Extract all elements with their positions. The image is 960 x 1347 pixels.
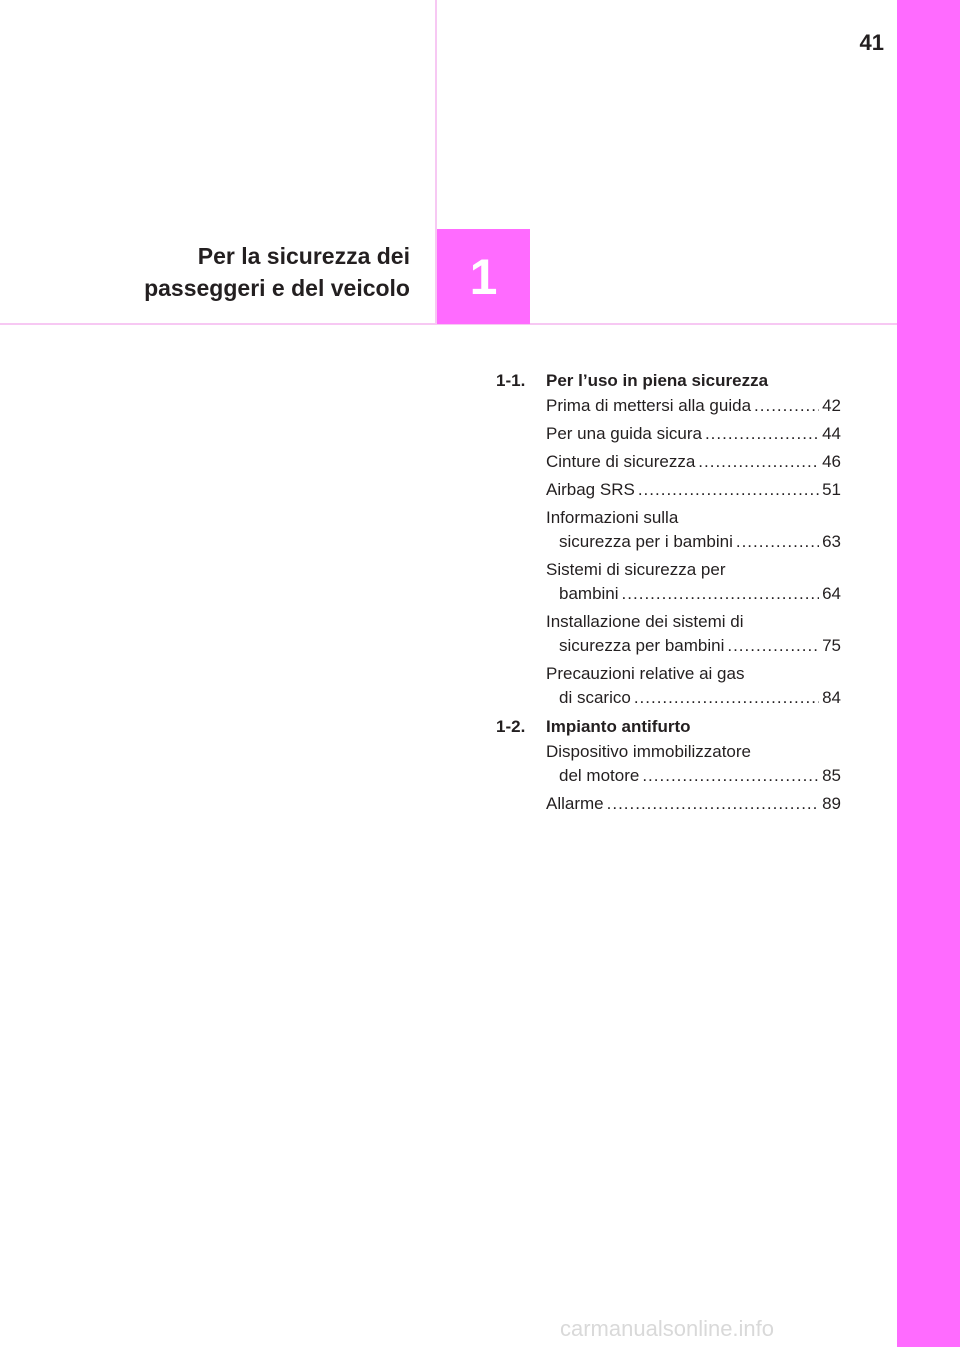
toc-entry-title-cont: sicurezza per bambini — [559, 636, 725, 655]
chapter-title — [60, 240, 410, 304]
chapter-title-line2: passeggeri e del veicolo — [144, 275, 410, 301]
toc-entry-title: Dispositivo immobilizzatore — [546, 742, 752, 761]
toc-entry[interactable] — [546, 740, 841, 788]
toc-entry-title: Sistemi di sicurezza per — [546, 560, 726, 579]
toc-section-number: 1-1. — [496, 371, 526, 390]
chapter-tab-sidebar — [897, 0, 960, 1347]
toc-section-title[interactable]: Impianto antifurto — [546, 717, 691, 736]
toc-entry[interactable] — [546, 662, 841, 710]
leader-dots — [607, 792, 819, 816]
leader-dots — [727, 634, 819, 658]
toc-entry-title: Prima di mettersi alla guida — [546, 396, 752, 415]
toc-entry[interactable] — [546, 394, 841, 418]
toc-entry-title: Precauzioni relative ai gas — [546, 664, 745, 683]
leader-dots — [622, 582, 820, 606]
toc-entry-page: 75 — [822, 636, 841, 655]
toc-entry-title: Airbag SRS — [546, 480, 635, 499]
toc-entry-page: 44 — [822, 424, 841, 443]
toc-entry[interactable] — [546, 506, 841, 554]
leader-dots — [634, 686, 819, 710]
toc-entry-page: 84 — [822, 688, 841, 707]
toc-entry-title: Per una guida sicura — [546, 424, 702, 443]
leader-dots — [754, 394, 819, 418]
toc-entry[interactable] — [546, 450, 841, 474]
toc-entry-title-cont: sicurezza per i bambini — [559, 532, 733, 551]
leader-dots — [638, 478, 819, 502]
toc-section — [496, 714, 841, 816]
toc-entry-page: 46 — [822, 452, 841, 471]
page-number: 41 — [859, 30, 884, 55]
toc-entry[interactable] — [546, 422, 841, 446]
toc-section-number: 1-2. — [496, 717, 526, 736]
toc-entry-page: 64 — [822, 584, 841, 603]
toc-entry-page: 63 — [822, 532, 841, 551]
leader-dots — [698, 450, 819, 474]
toc-entry-page: 51 — [822, 480, 841, 499]
toc-section-heading — [496, 368, 841, 394]
toc-entry-title-cont: bambini — [559, 584, 619, 603]
toc-entry[interactable] — [546, 792, 841, 816]
leader-dots — [705, 422, 819, 446]
toc-entry-title-cont: del motore — [559, 766, 640, 785]
table-of-contents — [496, 368, 841, 820]
leader-dots — [642, 764, 819, 788]
toc-entry-title: Informazioni sulla — [546, 508, 679, 527]
toc-entry-page: 85 — [822, 766, 841, 785]
toc-section-heading — [496, 714, 841, 740]
toc-entry-title-cont: di scarico — [559, 688, 631, 707]
watermark: carmanualsonline.info — [560, 1316, 775, 1341]
toc-section-title[interactable]: Per l’uso in piena sicurezza — [546, 371, 769, 390]
toc-entry-title: Installazione dei sistemi di — [546, 612, 744, 631]
chapter-title-line1: Per la sicurezza dei — [197, 243, 410, 269]
toc-entry-title: Allarme — [546, 794, 604, 813]
toc-section — [496, 368, 841, 710]
toc-entry-page: 42 — [822, 396, 841, 415]
toc-entry-title: Cinture di sicurezza — [546, 452, 696, 471]
toc-entry[interactable] — [546, 558, 841, 606]
chapter-number: 1 — [469, 248, 498, 305]
toc-entry[interactable] — [546, 610, 841, 658]
chapter-number-box — [437, 229, 530, 324]
toc-entry-page: 89 — [822, 794, 841, 813]
leader-dots — [736, 530, 819, 554]
toc-entry[interactable] — [546, 478, 841, 502]
